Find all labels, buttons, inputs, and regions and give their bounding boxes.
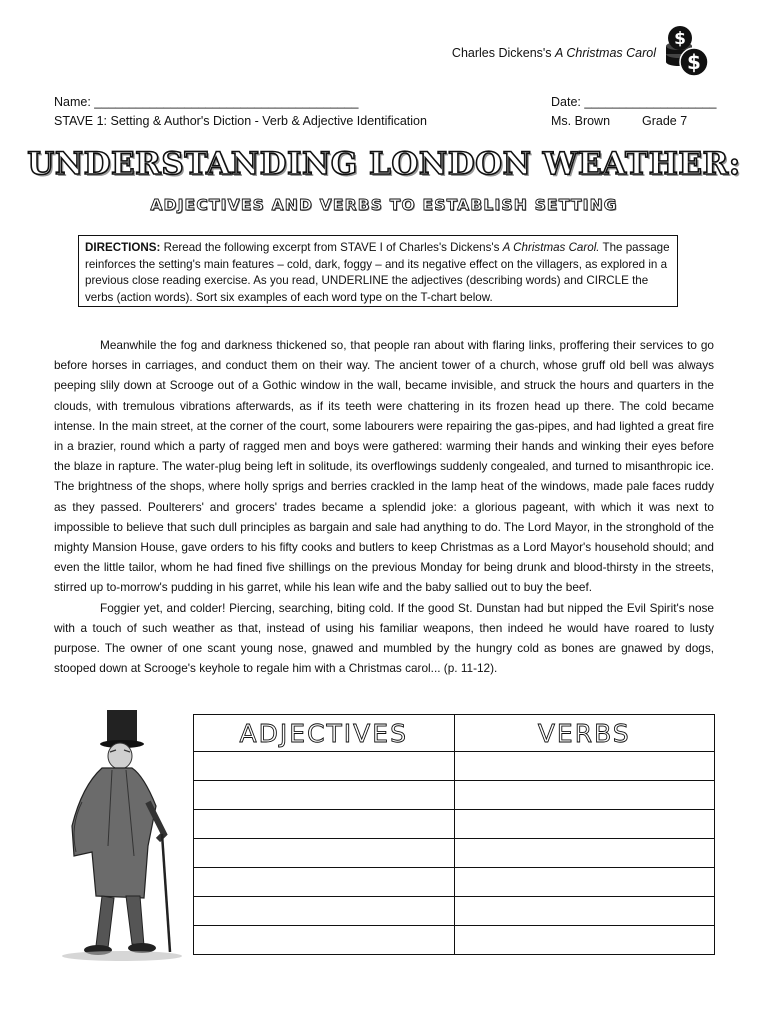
t-chart-row (194, 868, 715, 897)
verb-cell[interactable] (454, 781, 715, 810)
book-title (430, 46, 656, 60)
adjective-cell[interactable] (194, 868, 455, 897)
t-chart-row (194, 897, 715, 926)
adjective-cell[interactable] (194, 926, 455, 955)
dollar-coins-icon (664, 24, 710, 80)
stave-label: STAVE 1: (54, 114, 108, 128)
verbs-header: VERBS (454, 715, 715, 752)
verb-cell[interactable] (454, 752, 715, 781)
svg-text:$: $ (687, 50, 701, 74)
adjective-cell[interactable] (194, 781, 455, 810)
t-chart-row (194, 781, 715, 810)
directions-label: DIRECTIONS: (85, 241, 161, 254)
teacher-name: Ms. Brown (551, 114, 611, 128)
t-chart-row (194, 810, 715, 839)
adjective-cell[interactable] (194, 839, 455, 868)
passage-paragraph-1: Meanwhile the fog and darkness thickened so, that people ran about with flaring links, proffering their services to go before horses in carriages, and conduct them on their way. The ancient tower of a church, whose gruff old bell was always peeping slily down at Scrooge out of a Gothic window in the wall, became invisible, and struck the hours and quarters in the clouds, with tremulous vibrations afterwards, as if its teeth were chattering in its frozen head up there. The cold became intense. In the main street, at the corner of the court, some labourers were repairing the gas-pipes, and had lighted a great fire in a brazier, round which a party of ragged men and boys were gathered: warming their hands and winking their eyes before the blaze in rapture. The water-plug being left in solitude, its overflowings suddenly congealed, and turned to misanthropic ice. The brightness of the shops, where holly sprigs and berries crackled in the lamp heat of the windows, made pale faces ruddy as they passed. Poulterers' and grocers' trades became a splendid joke: a glorious pageant, with which it was next to impossible to believe that such dull principles as bargain and sale had anything to do. The Lord Mayor, in the stronghold of the mighty Mansion House, gave orders to his fifty cooks and butlers to keep Christmas as a Lord Mayor's household should; and even the little tailor, whom he had fined five shillings on the previous Monday for being drunk and blood-thirsty in the streets, stirred up to-morrow's pudding in his garret, while his lean wife and the baby sallied out to buy the beef. (54, 338, 714, 595)
book-author: Charles Dickens's (451, 46, 552, 60)
sub-title: ADJECTIVES AND VERBS TO ESTABLISH SETTING (150, 196, 618, 214)
directions-text-2: The passage reinforces the setting's main features – cold, dark, foggy – and its negative effect on the villagers, as explored in a previous close reading exercise. As you read, UNDERLINE the adjectives (describing words) and CIRCLE the verbs (action words). Sort six examples of each word type on the T-chart below. (85, 241, 670, 304)
svg-text:$: $ (674, 29, 686, 49)
verb-cell[interactable] (454, 926, 715, 955)
verb-cell[interactable] (454, 868, 715, 897)
stave-topic: Setting & Author's Diction - Verb & Adjective Identification (107, 114, 427, 128)
t-chart-row (194, 839, 715, 868)
directions-text-1: Reread the following excerpt from STAVE I of Charles's Dickens's (160, 241, 503, 254)
verb-cell[interactable] (454, 897, 715, 926)
book-work-title: A Christmas Carol (555, 46, 656, 60)
grade-label: Grade 7 (642, 114, 688, 128)
verb-cell[interactable] (454, 810, 715, 839)
verb-cell[interactable] (454, 839, 715, 868)
directions-work-title: A Christmas Carol. (502, 241, 600, 254)
date-field: Date: ___________________ (551, 95, 717, 109)
scrooge-illustration (52, 706, 187, 964)
directions-box (78, 235, 678, 307)
adjectives-header: ADJECTIVES (194, 715, 455, 752)
adjective-cell[interactable] (194, 810, 455, 839)
adjective-cell[interactable] (194, 752, 455, 781)
t-chart-row (194, 752, 715, 781)
t-chart-row (194, 926, 715, 955)
passage-paragraph-2: Foggier yet, and colder! Piercing, searching, biting cold. If the good St. Dunstan had but nipped the Evil Spirit's nose with a touch of such weather as that, instead of using his familiar weapons, then indeed he would have roared to lusty purpose. The owner of one scant young nose, gnawed and mumbled by the hungry cold as bones are gnawed by dogs, stooped down at Scrooge's keyhole to regale him with a Christmas carol... (p. 11-12). (54, 600, 714, 676)
main-title: UNDERSTANDING LONDON WEATHER: (27, 146, 741, 182)
passage-excerpt (54, 335, 714, 678)
stave-line (54, 114, 427, 128)
t-chart-header-row (194, 715, 715, 752)
name-field: Name: ______________________________________ (54, 95, 359, 109)
t-chart (193, 714, 715, 955)
adjective-cell[interactable] (194, 897, 455, 926)
